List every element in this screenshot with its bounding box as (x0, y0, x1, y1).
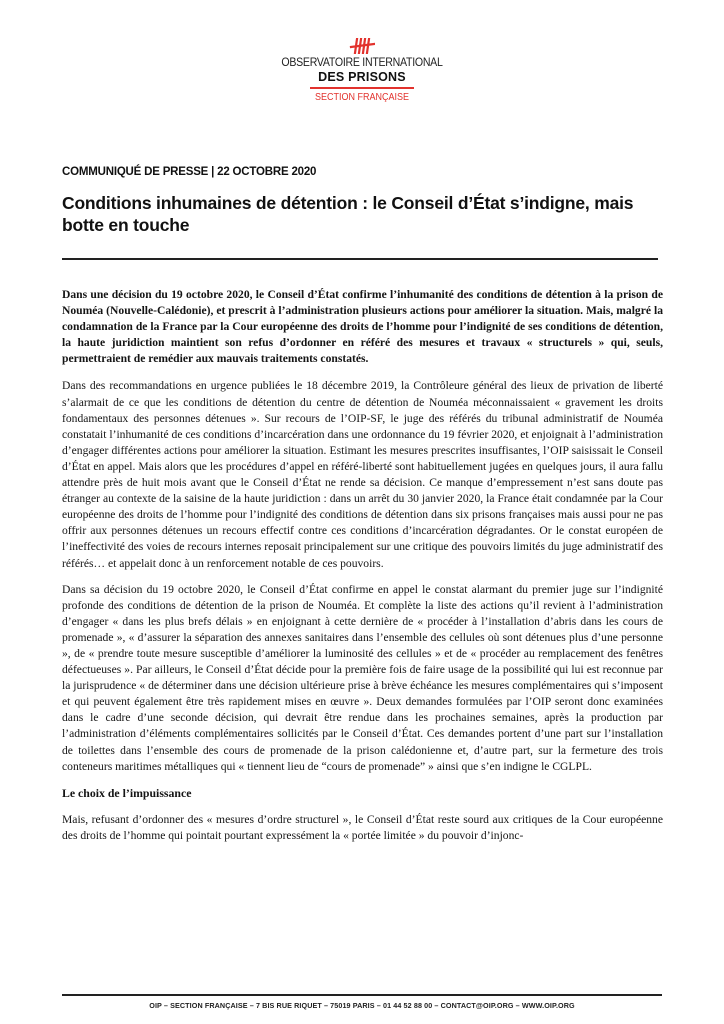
title-divider (62, 258, 658, 260)
section-heading: Le choix de l’impuissance (62, 785, 192, 800)
lead-paragraph: Dans une décision du 19 octobre 2020, le Conseil d’État confirme l’inhumanité des conditions de détention à la prison de Nouméa (Nouvelle-Calédonie), et prescrit à l’administration plusieurs actions pour améliorer la situation. Mais, malgré la condamnation de la France par la Cour européenne des droits de l’homme pour l’indignité de ses conditions de détention, la haute juridiction maintient son refus d’ordonner en référé des mesures et travaux « structurels » qui, seuls, permettraient de remédier aux mauvais traitements constatés. (62, 288, 663, 366)
logo-line-observatoire: OBSERVATOIRE INTERNATIONAL (281, 57, 443, 69)
body-paragraph: Mais, refusant d’ordonner des « mesures d’ordre structurel », le Conseil d’État reste sourd aux critiques de la Cour européenne des droits de l’homme qui pointait pourtant expressément la « portée limitée » du pouvoir d’injonc- (62, 812, 663, 842)
logo-divider (310, 87, 414, 89)
logo-line-des-prisons: DES PRISONS (318, 70, 406, 84)
page-title: Conditions inhumaines de détention : le Conseil d’État s’indigne, mais botte en touche (62, 193, 634, 235)
footer-contact: OIP – SECTION FRANÇAISE – 7 BIS RUE RIQUET – 75019 PARIS – 01 44 52 88 00 – CONTACT@OIP.ORG – WWW.OIP.ORG (149, 1001, 575, 1010)
press-release-kicker: COMMUNIQUÉ DE PRESSE | 22 OCTOBRE 2020 (62, 166, 317, 178)
oip-logo (0, 38, 724, 104)
body-paragraph: Dans sa décision du 19 octobre 2020, le Conseil d’État confirme en appel le constat alarmant du premier juge sur l’indignité profonde des conditions de détention de la prison de Nouméa. Et complète la liste des actions qu’il revient à l’administration d’engager « dans les plus brefs délais » en enjoignant à cette dernière de « procéder à l’installation d’abris dans les cours de promenade », « d’assurer la séparation des annexes sanitaires dans l’ensemble des cellules où sont détenues plus d’une personne », de « prendre toute mesure susceptible d’améliorer la luminosité des cellules » et de « procéder au remplacement des fenêtres défectueuses ». Par ailleurs, le Conseil d’État décide pour la première fois de faire usage de la possibilité qui lui est reconnue par la jurisprudence « de déterminer dans une décision ultérieure prise à brève échéance les mesures complémentaires qui s’imposent et qui peuvent également être très rapidement mises en œuvre ». Deux demandes formulées par l’OIP seront donc examinées dans le cadre d’une seconde décision, qui devrait être rendue dans les prochaines semaines, après la production par l’administration d’éléments complémentaires sollicités par le Conseil d’État. Ces demandes portent d’une part sur l’installation de toilettes dans l’ensemble des cours de promenade de la prison calédonienne et, d’autre part, sur la fermeture des trois conteneurs maritimes métalliques qui « tiennent lieu de “cours de promenade” » ainsi que s’en indigne le CGLPL. (62, 582, 663, 773)
tally-bars-icon (349, 38, 375, 54)
body-paragraph: Dans des recommandations en urgence publiées le 18 décembre 2019, la Contrôleure général des lieux de privation de liberté s’alarmait de ce que les conditions de détention du centre de détention de Nouméa méconnaissaient « gravement les droits fondamentaux des personnes détenues ». Sur recours de l’OIP-SF, le juge des référés du tribunal administratif de Nouméa constatait l’inhumanité de ces conditions d’incarcération dans une ordonnance du 19 février 2020, et enjoignait à l’administration d’engager différentes actions pour améliorer la situation. Estimant les mesures prescrites insuffisantes, l’OIP saisissait le Conseil d’État en appel. Mais alors que les procédures d’appel en référé-liberté sont habituellement jugées en quelques jours, il aura fallu attendre près de huit mois avant que le Conseil d’État ne rende sa décision. Ce manque d’empressement n’est sans doute pas étranger au contexte de la saisine de la haute juridiction : dans un arrêt du 30 janvier 2020, la France était condamnée par la Cour européenne des droits de l’homme pour l’indignité des conditions de détention dans six prisons françaises mais aussi pour ne pas offrir aux personnes détenues un recours effectif contre ces conditions d’incarcération dégradantes. Or le constat européen de l’ineffectivité des voies de recours internes reposait principalement sur une critique des pouvoirs limités du juge administratif des référés… et appelait donc à un renforcement notable de ces pouvoirs. (62, 379, 663, 570)
article-body (62, 287, 663, 854)
footer-divider (62, 994, 662, 996)
logo-line-section: SECTION FRANÇAISE (314, 92, 410, 103)
